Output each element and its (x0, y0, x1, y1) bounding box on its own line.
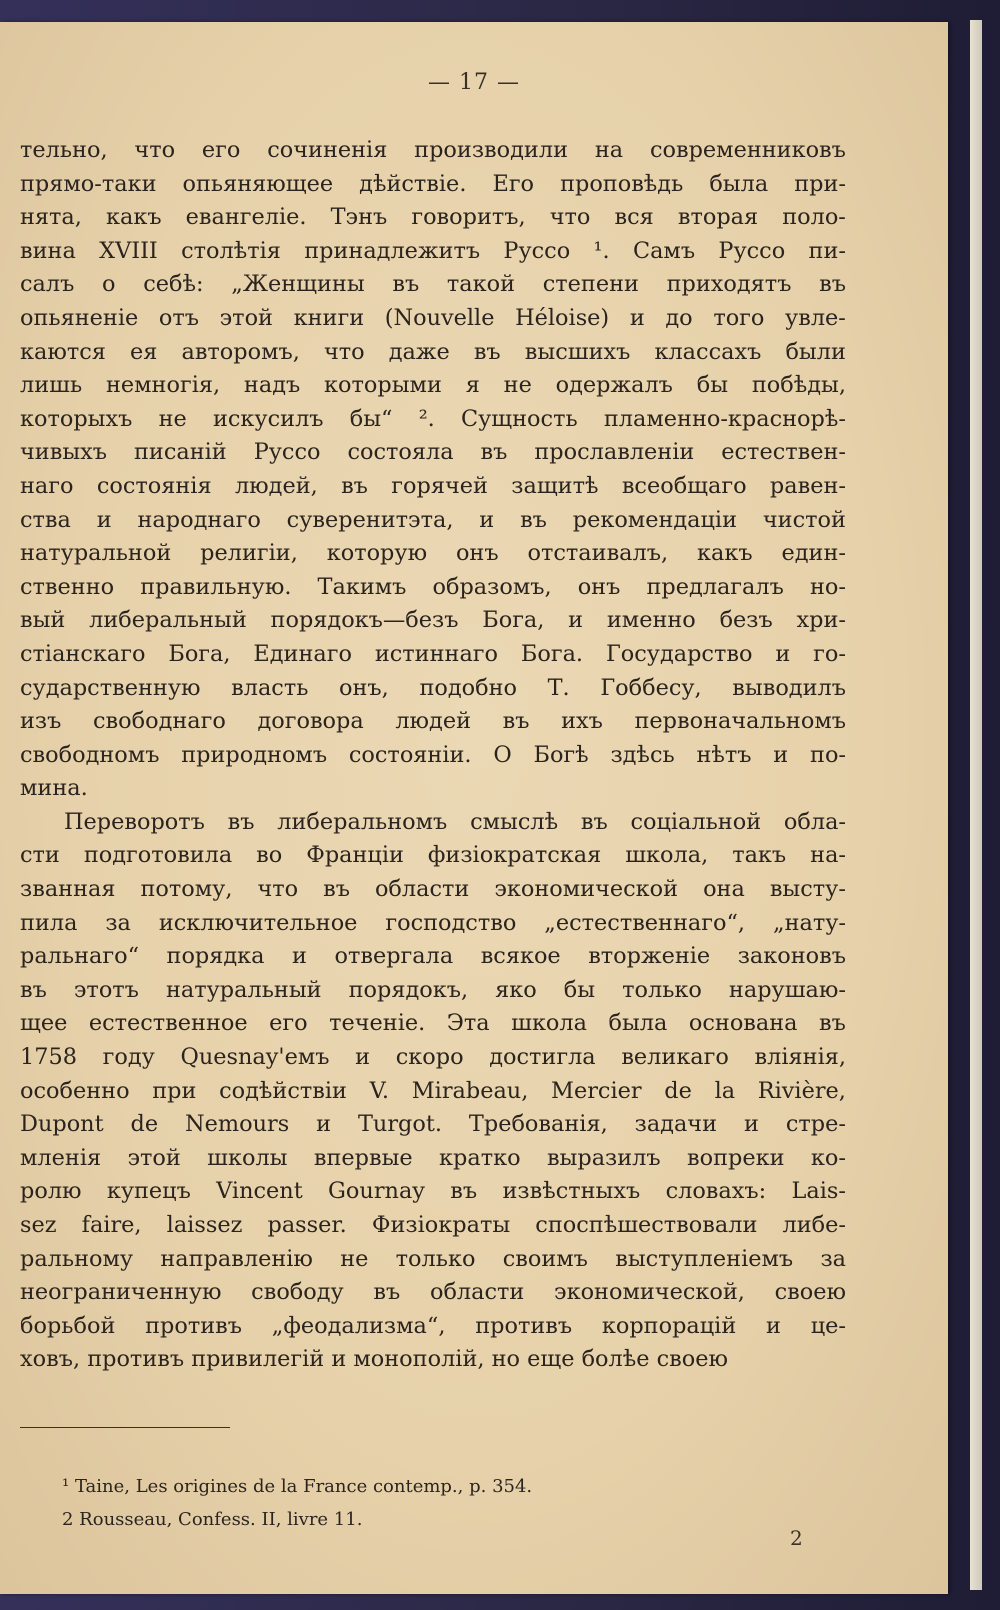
text-line: пила за исключительное господство „естественнаго“, „нату- (20, 909, 846, 936)
text-line: ства и народнаго суверенитэта, и въ рекомендаціи чистой (20, 506, 846, 533)
text-line: ственно правильную. Такимъ образомъ, онъ предлагалъ но- (20, 573, 846, 600)
text-line: которыхъ не искусилъ бы“ ². Сущность пламенно-краснорѣ- (20, 405, 846, 432)
text-line: сударственную власть онъ, подобно Т. Гоббесу, выводилъ (20, 674, 846, 701)
text-line: тельно, что его сочиненія производили на современниковъ (20, 137, 846, 163)
text-line: нята, какъ евангеліе. Тэнъ говоритъ, что вся вторая поло- (20, 204, 846, 231)
text-line: Переворотъ въ либеральномъ смыслѣ въ соціальной обла- (64, 808, 846, 835)
text-line: званная потому, что въ области экономической она высту- (20, 876, 846, 903)
text-line: каются ея авторомъ, что даже въ высшихъ классахъ были (20, 338, 846, 365)
text-line: борьбой противъ „феодализма“, противъ корпорацій и це- (20, 1312, 846, 1339)
text-line: ральнаго“ порядка и отвергала всякое вторженіе законовъ (20, 943, 846, 970)
text-line: изъ свободнаго договора людей въ ихъ первоначальномъ (20, 708, 846, 735)
text-line: прямо-таки опьяняющее дѣйствіе. Его проповѣдь была при- (20, 170, 846, 197)
text-line: особенно при содѣйствіи V. Mirabeau, Mercier de la Rivière, (20, 1077, 846, 1104)
book-page (0, 22, 948, 1594)
text-line: мина. (20, 775, 88, 802)
footnote-1: ¹ Taine, Les origines de la France contemp., p. 354. (62, 1476, 533, 1497)
text-line: сти подготовила во Франціи физіократская школа, такъ на- (20, 842, 846, 869)
text-line: 1758 году Quesnay'емъ и скоро достигла великаго вліянія, (20, 1044, 846, 1071)
text-line: лишь немногія, надъ которыми я не одержалъ бы побѣды, (20, 372, 846, 399)
text-line: мленія этой школы впервые кратко выразилъ вопреки ко- (20, 1144, 846, 1171)
footnotes (62, 1470, 532, 1536)
text-line: щее естественное его теченіе. Эта школа была основана въ (20, 1010, 846, 1037)
text-line: натуральной религіи, которую онъ отстаивалъ, какъ един- (20, 540, 846, 567)
text-line: опьяненіе отъ этой книги (Nouvelle Héloise) и до того увле- (20, 304, 846, 331)
text-line: ховъ, противъ привилегій и монополій, но еще болѣе своею (20, 1346, 728, 1373)
text-line: наго состоянія людей, въ горячей защитѣ всеобщаго равен- (20, 472, 846, 499)
text-line: въ этотъ натуральный порядокъ, яко бы только нарушаю- (20, 976, 846, 1003)
footnote-2: 2 Rousseau, Confess. II, livre 11. (62, 1509, 363, 1530)
signature-mark: 2 (790, 1526, 803, 1550)
text-line: чивыхъ писаній Руссо состояла въ прославленіи естествен- (20, 439, 846, 466)
text-line: sez faire, laissez passer. Физіократы споспѣшествовали либе- (20, 1212, 846, 1238)
text-line: ральному направленію не только своимъ выступленіемъ за (20, 1245, 846, 1272)
text-line: вый либеральный порядокъ—безъ Бога, и именно безъ хри- (20, 607, 846, 634)
text-line: стіанскаго Бога, Единаго истиннаго Бога. Государство и го- (20, 640, 846, 667)
text-line: салъ о себѣ: „Женщины въ такой степени приходятъ въ (20, 271, 846, 298)
text-line: ролю купецъ Vincent Gournay въ извѣстныхъ словахъ: Lais- (20, 1178, 846, 1205)
footnote-rule (20, 1427, 230, 1428)
body-text (20, 134, 846, 1377)
text-line: неограниченную свободу въ области экономической, своею (20, 1279, 846, 1306)
text-line: Dupont de Nemours и Turgot. Требованія, задачи и стре- (20, 1111, 846, 1138)
page-number: — 17 — (428, 70, 520, 95)
text-line: вина XVIII столѣтія принадлежитъ Руссо ¹. Самъ Руссо пи- (20, 237, 846, 264)
text-line: свободномъ природномъ состояніи. О Богѣ здѣсь нѣтъ и по- (20, 741, 846, 768)
page-edges (970, 20, 982, 1590)
